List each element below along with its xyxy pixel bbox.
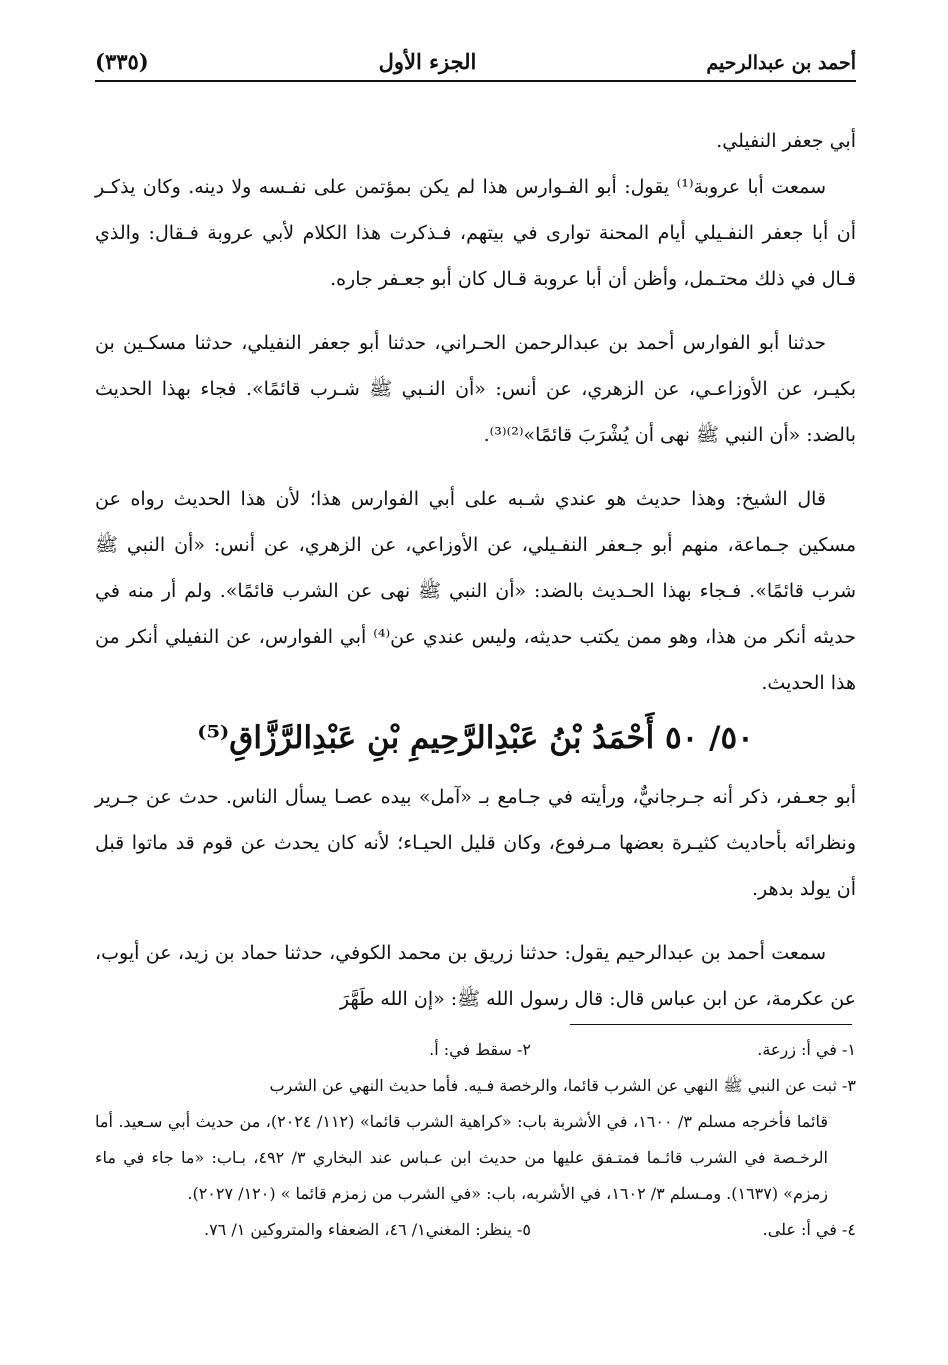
paragraph-abu-aruba: سمعت أبا عروبة⁽¹⁾ يقول: أبو الفـوارس هذا لم يكن بمؤتمن على نفـسه ولا دينه. وكان يذكـر أن أبا جعفر النفـيلي أيام المحنة توارى في بيتهم، فـذكرت هذا الكلام لأبي عروبة فـقال: والذي قـال في ذلك محتـمل، وأظن أن أبا عروبة قـال كان أبو جعـفر جاره. [95,176,856,290]
footnote-2: ٢- سقط في: أ. [429,1040,531,1059]
footnote-row-1 [95,1032,856,1068]
footnote-5: ٥- ينظر: المغني١/ ٤٦، الضعفاء والمتروكين ١/ ٧٦. [203,1220,531,1239]
running-volume: الجزء الأول [378,49,477,74]
paragraph-continuation: أبي جعفر النفيلي. [716,130,856,152]
footnote-3-continuation: قائما فأخرجه مسلم ٣/ ١٦٠٠، في الأشربة باب: «كراهية الشرب قائما» (١١٢/ ٢٠٢٤)، من حديث أبي سـعيد. أما الرخـصة في الشرب قائـما فمتـفق عليها من حديث ابن عـباس عند البخاري ٣/ ٤٩٢، بـاب: «ما جاء في ماء زمزم» (١٦٣٧). ومـسلم ٣/ ١٦٠٢، في الأشربه، باب: «في الشرب من زمزم قائما » (١٢٠/ ٢٠٢٧). [95,1112,828,1203]
paragraph-biography: أبو جعـفر، ذكر أنه جـرجانيٌّ، ورأيته في جـامع بـ «آمل» بيده عصـا يسأل الناس. حدث عن جـرير ونظرائه بأحاديث كثيـرة بعضها مـرفوع، وكان قليل الحيـاء؛ لأنه كان يحدث عن قوم قد ماتوا قبل أن يولد بدهر. [95,786,856,900]
running-author: أحمد بن عبدالرحيم [706,52,856,74]
footnote-4: ٤- في أ: على. [762,1220,856,1239]
footnote-3-first-line: ٣- ثبت عن النبي ﷺ النهي عن الشرب قائما، والرخصة فـيه. فأما حديث النهي عن الشرب [269,1076,856,1095]
main-text [95,118,856,1022]
paragraph-sheikh-comment: قال الشيخ: وهذا حديث هو عندي شـبه على أبي الفوارس هذا؛ لأن هذا الحديث رواه عن مسكين جـماعة، منهم أبو جـعفر النفـيلي، عن الأوزاعي، عن الزهري، عن أنس: «أن النبي ﷺ شرب قائمًا». فـجاء بهذا الحـديث بالضد: «أن النبي ﷺ نهى عن الشرب قائمًا». ولم أر منه في حديثه أنكر من هذا، وهو ممن يكتب حديثه، وليس عندي عن⁽⁴⁾ أبي الفوارس، عن النفيلي أنكر من هذا الحديث. [95,488,857,694]
footnotes [95,1032,856,1248]
footnote-rule [570,1024,852,1025]
entry-heading: ٥٠/ ٥٠ أَحْمَدُ بْنُ عَبْدِالرَّحِيمِ بْنِ عَبْدِالرَّزَّاقِ⁽⁵⁾ [197,720,754,756]
footnote-row-2 [95,1212,856,1248]
footnote-1: ١- في أ: زرعة. [757,1040,856,1059]
footnote-3 [95,1068,856,1212]
header-rule [95,80,856,82]
paragraph-narration: سمعت أحمد بن عبدالرحيم يقول: حدثنا زريق بن محمد الكوفي، حدثنا حماد بن زيد، عن أيوب، عن عكرمة، عن ابن عباس قال: قال رسول الله ﷺ: «إن الله طَهَّرَ [95,942,856,1010]
page-number: (٣٣٥) [95,49,149,74]
paragraph-hadith-isnad: حدثنا أبو الفوارس أحمد بن عبدالرحمن الحـراني، حدثنا أبو جعفر النفيلي، حدثنا مسكـين بن بكيـر، عن الأوزاعـي، عن الزهري، عن أنس: «أن النـبي ﷺ شـرب قائمًا». فجاء بهذا الحديث بالضد: «أن النبي ﷺ نهى أن يُشْرَبَ قائمًا»⁽²⁾⁽³⁾. [95,332,856,446]
page-header [95,40,856,74]
